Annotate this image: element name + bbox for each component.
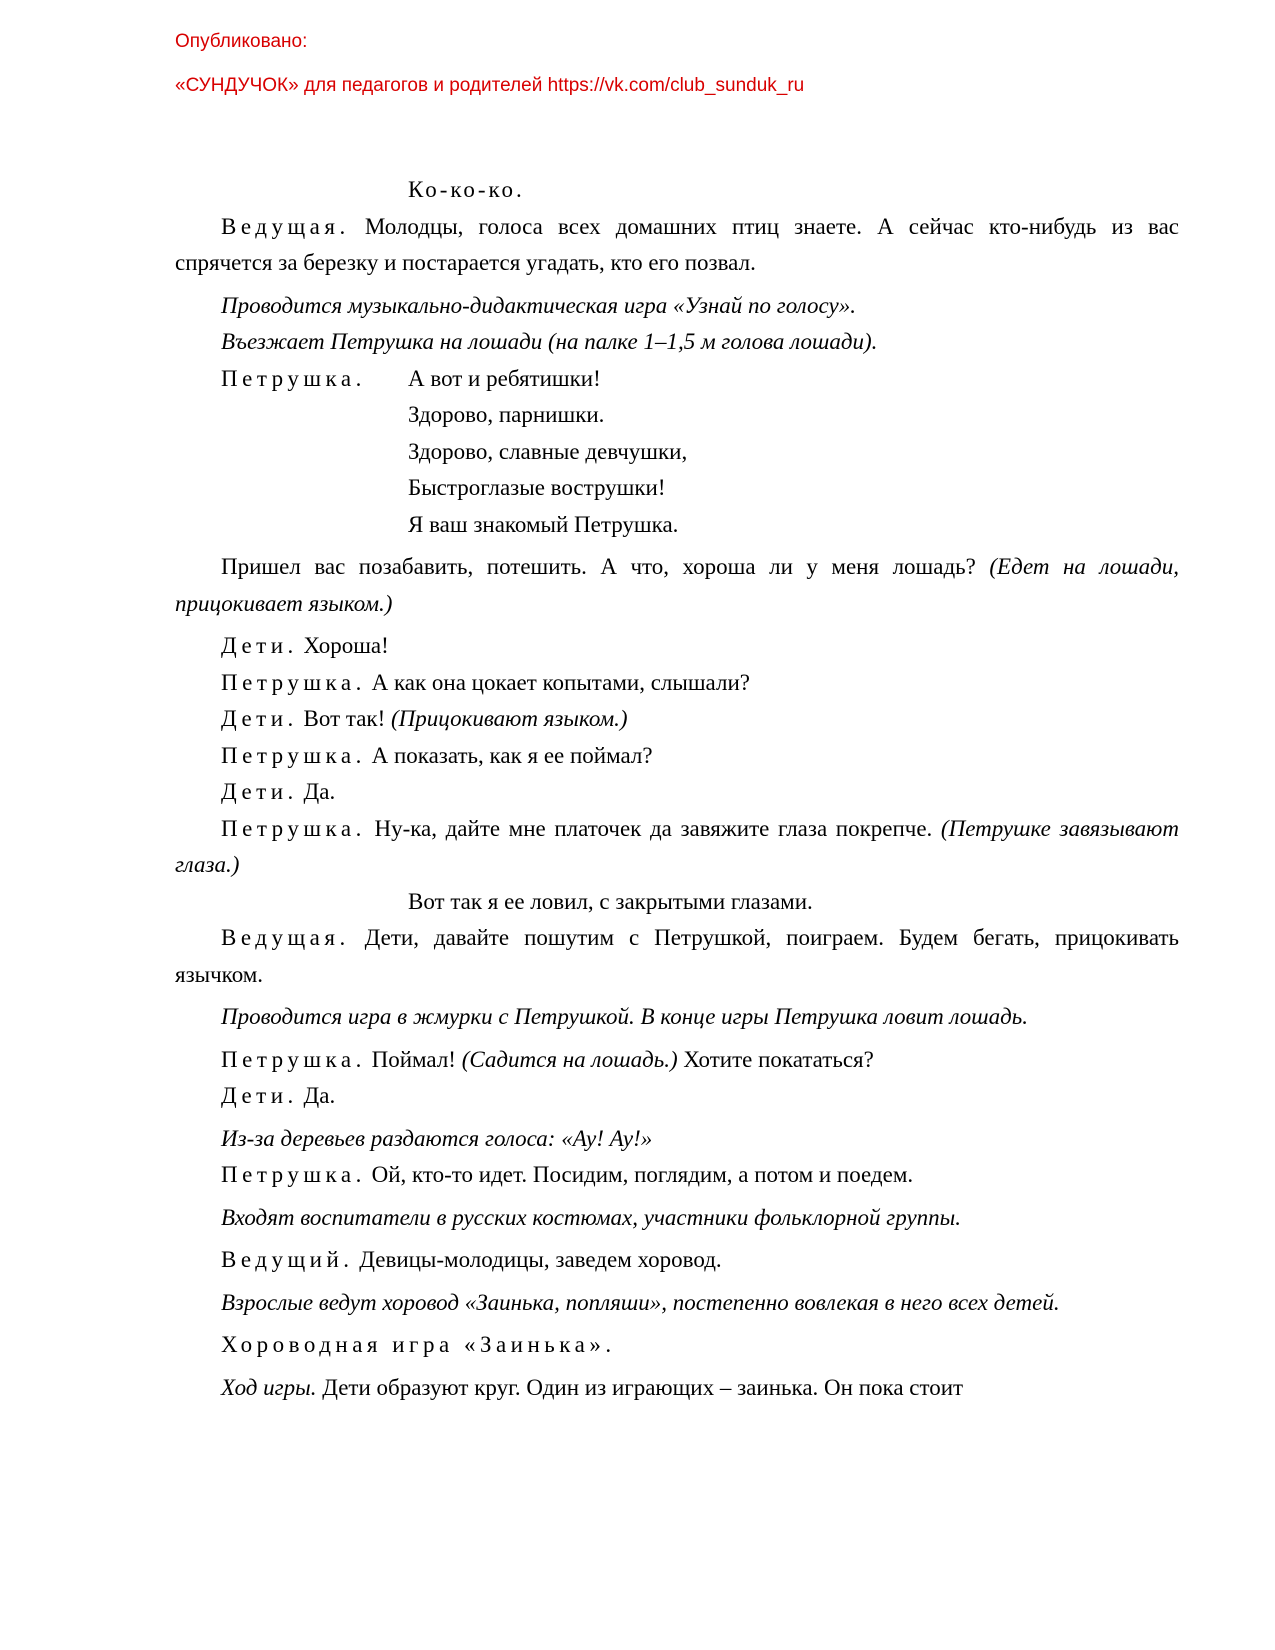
paragraph bbox=[175, 209, 1179, 282]
dialogue-line bbox=[175, 628, 1179, 665]
remark: (Едет на лошади, прицокивает языком.) bbox=[175, 554, 1179, 616]
speech: Девицы-молодицы, заведем хоровод. bbox=[359, 1247, 722, 1272]
remark: (Петрушке завязывают глаза.) bbox=[175, 815, 1180, 877]
published-label: Опубликовано: bbox=[175, 31, 308, 52]
dialogue-line bbox=[175, 774, 1179, 811]
stage-direction: Проводится музыкально-дидактическая игра «Узнай по голосу». bbox=[221, 292, 856, 318]
dialogue-line bbox=[175, 1157, 1179, 1194]
speech: Ну-ка, дайте мне платочек да завяжите глаза покрепче. bbox=[374, 815, 933, 841]
line-kokoko: Ко-ко-ко. bbox=[408, 177, 525, 202]
speech: Дети, давайте пошутим с Петрушкой, поиграем. Будем бегать, прицокивать язычком. bbox=[175, 925, 1179, 987]
paragraph bbox=[175, 549, 1179, 622]
remark: (Прицокивают языком.) bbox=[391, 706, 628, 731]
speech: Да. bbox=[303, 1083, 336, 1108]
speaker: Ведущая. bbox=[221, 213, 350, 239]
section-title: Хороводная игра «Заинька». bbox=[221, 1332, 616, 1357]
speaker: Петрушка. bbox=[221, 365, 366, 391]
speech: Вот так! bbox=[303, 706, 386, 731]
speech: А показать, как я ее поймал? bbox=[371, 742, 653, 768]
stage-direction: Входят воспитатели в русских костюмах, участники фольклорной группы. bbox=[221, 1204, 962, 1230]
dialogue-line bbox=[175, 701, 1179, 738]
speech: Поймал! bbox=[371, 1046, 456, 1072]
remark: (Садится на лошадь.) bbox=[461, 1046, 678, 1072]
speaker: Петрушка. bbox=[221, 742, 366, 768]
speaker: Дети. bbox=[221, 779, 298, 804]
dialogue-line bbox=[175, 1042, 1179, 1079]
speech: А как она цокает копытами, слышали? bbox=[371, 669, 750, 695]
speech: А вот и ребятишки! bbox=[408, 365, 601, 391]
speaker: Дети. bbox=[221, 633, 298, 658]
verse-line bbox=[175, 361, 1179, 398]
speaker: Дети. bbox=[221, 1083, 298, 1108]
dialogue-line bbox=[175, 738, 1179, 775]
speech: Пришел вас позабавить, потешить. А что, хороша ли у меня лошадь? bbox=[221, 554, 976, 579]
paragraph bbox=[175, 1370, 1179, 1407]
verse-line: Здорово, парнишки. bbox=[408, 402, 605, 427]
speaker: Петрушка. bbox=[221, 815, 366, 841]
dialogue-line bbox=[175, 665, 1179, 702]
dialogue-line bbox=[175, 920, 1179, 993]
dialogue-line bbox=[175, 1078, 1179, 1115]
verse-line: Я ваш знакомый Петрушка. bbox=[408, 511, 679, 537]
speech: Молодцы, голоса всех домашних птиц знаете. А сейчас кто-нибудь из вас спрячется за березку и постарается угадать, кто его позвал. bbox=[175, 213, 1179, 275]
speaker: Петрушка. bbox=[221, 1162, 366, 1187]
speaker: Ведущая. bbox=[221, 925, 350, 950]
source-line: «СУНДУЧОК» для педагогов и родителей https://vk.com/club_sunduk_ru bbox=[175, 75, 805, 96]
dialogue-line bbox=[175, 811, 1179, 884]
document-body bbox=[175, 172, 1179, 1406]
speech: Хороша! bbox=[303, 633, 389, 658]
dialogue-line bbox=[175, 1242, 1179, 1279]
speaker: Дети. bbox=[221, 706, 298, 731]
speech: Хотите покататься? bbox=[683, 1046, 874, 1072]
remark: Ход игры. bbox=[221, 1374, 317, 1400]
speech: Дети образуют круг. Один из играющих – заинька. Он пока стоит bbox=[322, 1374, 964, 1400]
speaker: Петрушка. bbox=[221, 669, 366, 695]
verse-line: Вот так я ее ловил, с закрытыми глазами. bbox=[408, 888, 813, 914]
stage-direction: Въезжает Петрушка на лошади (на палке 1–1,5 м голова лошади). bbox=[221, 329, 878, 354]
verse-line: Быстроглазые вострушки! bbox=[408, 475, 666, 500]
stage-direction: Из-за деревьев раздаются голоса: «Ау! Ау!» bbox=[221, 1125, 653, 1151]
speaker: Петрушка. bbox=[221, 1046, 366, 1072]
speech: Ой, кто-то идет. Посидим, поглядим, а потом и поедем. bbox=[371, 1162, 914, 1187]
speaker: Ведущий. bbox=[221, 1247, 354, 1272]
verse-line: Здорово, славные девчушки, bbox=[408, 438, 688, 464]
stage-direction: Взрослые ведут хоровод «Заинька, попляши», постепенно вовлекая в него всех детей. bbox=[221, 1289, 1060, 1315]
speech: Да. bbox=[303, 779, 336, 804]
stage-direction: Проводится игра в жмурки с Петрушкой. В конце игры Петрушка ловит лошадь. bbox=[221, 1004, 1028, 1029]
